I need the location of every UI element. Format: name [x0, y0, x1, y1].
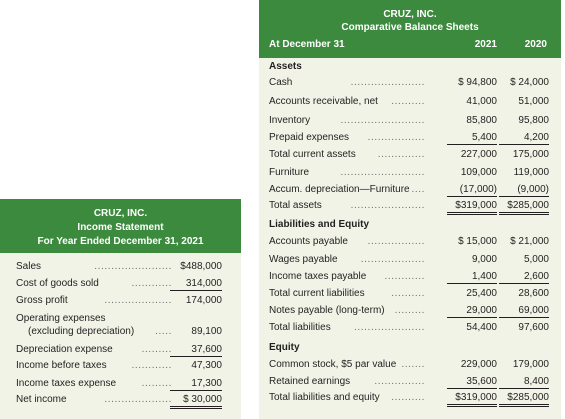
line-item-label: Wages payable — [269, 254, 338, 265]
value-2020: $ 24,000 — [510, 77, 549, 88]
line-item-label: Retained earnings — [269, 376, 351, 387]
balance-sheet-company: CRUZ, INC. — [383, 9, 437, 20]
leader-dots: .......... — [391, 392, 425, 403]
leader-dots: ......... — [141, 378, 172, 389]
value-2021: 25,400 — [466, 288, 497, 299]
leader-dots: ................. — [367, 132, 425, 143]
line-item-label: Cost of goods sold — [16, 278, 99, 289]
line-item-label: Total liabilities and equity — [269, 392, 380, 403]
line-item-label: Total current assets — [269, 149, 356, 160]
leader-dots: ...................... — [350, 200, 425, 211]
leader-dots: .......... — [391, 96, 425, 107]
value-2021: 227,000 — [460, 149, 497, 160]
value-2020: $285,000 — [499, 391, 549, 407]
line-item-label: Total current liabilities — [269, 288, 365, 299]
income-statement-title: Income Statement — [77, 222, 164, 233]
value-2020: 4,200 — [499, 131, 549, 145]
value-2021: (17,000) — [447, 183, 497, 197]
line-item-label: Inventory — [269, 115, 311, 126]
leader-dots: ......... — [141, 344, 172, 355]
leader-dots: .... — [411, 184, 425, 195]
leader-dots: ......................... — [340, 167, 425, 178]
value-2021: $ 15,000 — [458, 236, 497, 247]
balance-sheet-header — [259, 0, 561, 58]
line-item-label: (excluding depreciation) — [28, 326, 135, 337]
income-statement-header — [0, 199, 241, 253]
line-item-label: Net income — [16, 394, 67, 405]
value-2020: 51,000 — [518, 96, 549, 107]
line-item-label: Common stock, $5 par value — [269, 359, 397, 370]
line-item-label: Total liabilities — [269, 322, 331, 333]
amount: 314,000 — [170, 277, 222, 291]
value-2021: 5,400 — [447, 131, 497, 145]
line-item-label: Prepaid expenses — [269, 132, 350, 143]
income-statement-company: CRUZ, INC. — [93, 208, 148, 219]
leader-dots: ......................... — [340, 115, 425, 126]
value-2021: 1,400 — [447, 270, 497, 284]
leader-dots: .................... — [104, 295, 172, 306]
value-2020: 8,400 — [499, 375, 549, 389]
leader-dots: ................. — [367, 236, 425, 247]
balance-sheet-title: Comparative Balance Sheets — [341, 22, 479, 33]
value-2021: 9,000 — [471, 254, 497, 265]
value-2020: 2,600 — [499, 270, 549, 284]
assets-heading: Assets — [269, 61, 302, 72]
value-2020: 28,600 — [518, 288, 549, 299]
leader-dots: ....... — [401, 359, 425, 370]
leader-dots: ...................... — [350, 77, 425, 88]
line-item-label: Accounts receivable, net — [269, 96, 378, 107]
income-statement-period: For Year Ended December 31, 2021 — [37, 236, 204, 247]
leader-dots: .............. — [377, 149, 425, 160]
line-item-label: Cash — [269, 77, 293, 88]
leader-dots: ......... — [394, 305, 425, 316]
leader-dots: ................... — [360, 254, 425, 265]
line-item-label: Accum. depreciation—Furniture — [269, 184, 410, 195]
amount: 47,300 — [191, 360, 222, 371]
line-item-label: Notes payable (long-term) — [269, 305, 385, 316]
amount: 37,600 — [170, 343, 222, 357]
line-item-label: Furniture — [269, 167, 310, 178]
value-2020: 179,000 — [512, 359, 549, 370]
leader-dots: ............ — [131, 278, 172, 289]
liabilities-heading: Liabilities and Equity — [269, 219, 370, 230]
value-2021: 54,400 — [466, 322, 497, 333]
date-label: At December 31 — [269, 39, 345, 50]
line-item-label: Operating expenses — [16, 313, 106, 324]
line-item-label: Income taxes expense — [16, 378, 117, 389]
line-item-label: Income before taxes — [16, 360, 107, 371]
value-2021: 85,800 — [466, 115, 497, 126]
value-2020: 95,800 — [518, 115, 549, 126]
amount: 89,100 — [191, 326, 222, 337]
value-2020: 69,000 — [499, 304, 549, 318]
leader-dots: .......... — [391, 288, 425, 299]
value-2020: 119,000 — [513, 167, 549, 178]
line-item-label: Depreciation expense — [16, 344, 113, 355]
value-2021: $319,000 — [447, 199, 497, 215]
value-2020: $ 21,000 — [510, 236, 549, 247]
value-2021: 229,000 — [460, 359, 497, 370]
value-2021: $ 94,800 — [458, 77, 497, 88]
leader-dots: ............... — [374, 376, 425, 387]
value-2020: 5,000 — [523, 254, 549, 265]
amount: 17,300 — [170, 377, 222, 391]
value-2021: 109,000 — [460, 167, 497, 178]
leader-dots: ..................... — [354, 322, 425, 333]
leader-dots: ....................... — [94, 261, 172, 272]
value-2020: (9,000) — [499, 183, 549, 197]
balance-sheet-panel — [259, 0, 561, 419]
value-2021: 29,000 — [447, 304, 497, 318]
amount: $488,000 — [180, 261, 222, 272]
value-2021: 35,600 — [447, 375, 497, 389]
line-item-label: Gross profit — [16, 295, 68, 306]
line-item-label: Total assets — [269, 200, 322, 211]
line-item-label: Sales — [16, 261, 42, 272]
column-2021-header: 2021 — [474, 39, 497, 50]
value-2020: 97,600 — [518, 322, 549, 333]
leader-dots: ............ — [131, 360, 172, 371]
amount: $ 30,000 — [170, 393, 222, 409]
leader-dots: ..... — [155, 326, 172, 337]
value-2020: $285,000 — [499, 199, 549, 215]
income-statement-panel — [0, 199, 241, 419]
value-2021: $319,000 — [447, 391, 497, 407]
leader-dots: .................... — [104, 394, 172, 405]
leader-dots: ............ — [384, 271, 425, 282]
amount: 174,000 — [185, 295, 222, 306]
column-2020-header: 2020 — [524, 39, 547, 50]
equity-heading: Equity — [269, 342, 300, 353]
value-2021: 41,000 — [466, 96, 497, 107]
value-2020: 175,000 — [512, 149, 549, 160]
line-item-label: Income taxes payable — [269, 271, 367, 282]
line-item-label: Accounts payable — [269, 236, 348, 247]
